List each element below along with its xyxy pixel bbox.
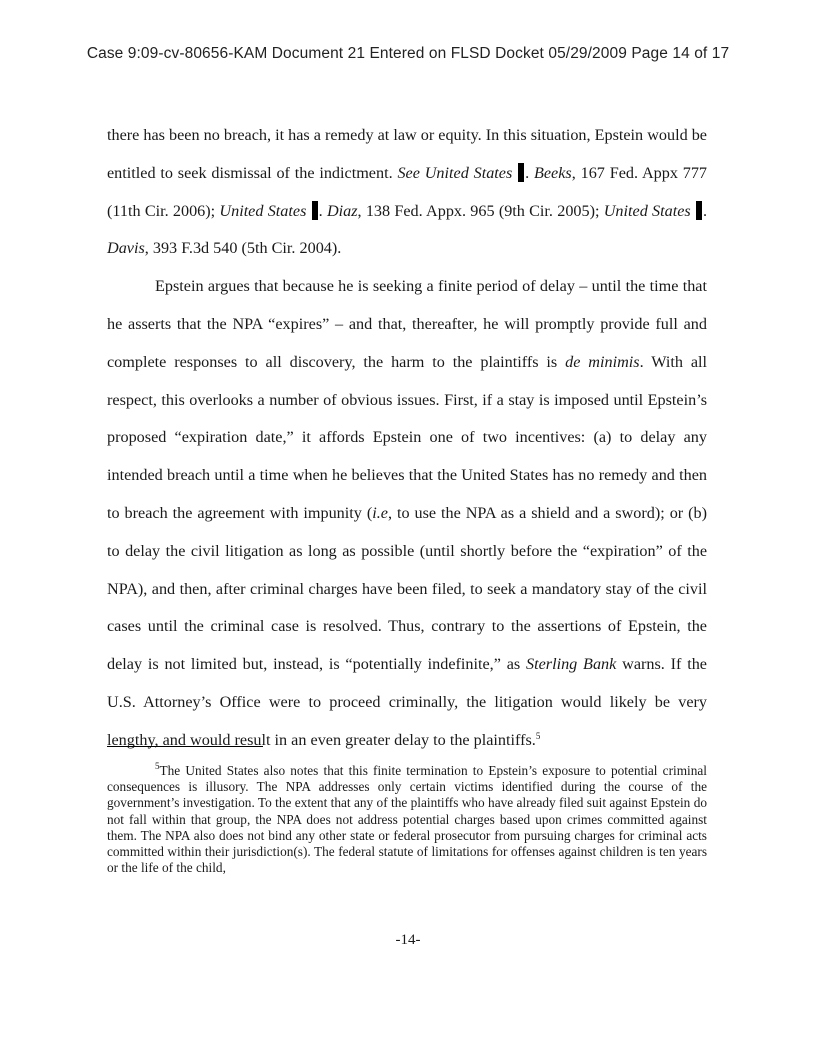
- paragraph-2: [107, 268, 707, 759]
- footnote-reference: 5: [535, 730, 541, 741]
- footnote-text: The United States also notes that this finite termination to Epstein’s exposure to potential criminal consequences is illusory. The NPA addresses only certain victims identified during the course of the government’s investigation. To the extent that any of the plaintiffs who have already filed suit against Epstein do not fall within that group, the NPA does not address potential charges based upon crimes committed against them. The NPA also does not bind any other state or federal prosecutor from pursuing charges for criminal acts committed within their jurisdiction(s). The federal statute of limitations for offenses against children is ten years or the life of the child,: [107, 763, 707, 876]
- para2-text-1: Epstein argues that because he is seeking a finite period of delay – until the time that he asserts that the NPA “expires” – and that, thereafter, he will promptly provide full and complete responses to all discovery, the harm to the plaintiffs is: [107, 277, 707, 371]
- footnote: [107, 763, 707, 876]
- citation-davis: Davis: [107, 239, 145, 258]
- citation-us-2: United States: [219, 201, 307, 220]
- term-ie: i.e: [372, 503, 388, 522]
- para2-text-3: , to use the NPA as a shield and a sword); or (b) to delay the civil litigation as long as possible (until shortly before the “expiration” of the NPA), and then, after criminal charges have been filed, to seek a mandatory stay of the civil cases until the criminal case is resolved. Thus, contrary to the assertions of Epstein, the delay is not limited but, instead, is “potentially indefinite,” as: [107, 503, 707, 674]
- page-number: -14-: [395, 932, 421, 948]
- citation-sterling-bank: Sterling Bank: [526, 655, 617, 674]
- para1-text-2: , 167 Fed. Appx 777 (11th Cir. 2006);: [107, 163, 708, 220]
- footnote-number: 5: [155, 761, 160, 771]
- para2-text-4: warns. If the U.S. Attorney’s Office were to proceed criminally, the litigation would likely be very lengthy, and would result in an even greater delay to the plaintiffs.: [107, 655, 707, 749]
- body-text: [107, 117, 707, 760]
- citation-beeks: Beeks: [533, 163, 572, 182]
- case-header: Case 9:09-cv-80656-KAM Document 21 Entered on FLSD Docket 05/29/2009 Page 14 of 17: [86, 45, 730, 62]
- redaction-mark: [518, 163, 524, 182]
- para1-text-3: , 138 Fed. Appx. 965 (9th Cir. 2005);: [357, 201, 604, 220]
- term-de-minimis: de minimis: [565, 352, 640, 371]
- para2-text-2: . With all respect, this overlooks a number of obvious issues. First, if a stay is imposed until Epstein’s proposed “expiration date,” it affords Epstein one of two incentives: (a) to delay any intended breach until a time when he believes that the United States has no remedy and then to breach the agreement with impunity (: [107, 352, 707, 522]
- paragraph-1: there has been no breach, it has a remedy at law or equity. In this situation, Epstein would be entitled to seek dismissal of the indictment. See United States . Beeks, 167 Fed. Appx 777 (11th Cir. 2006); United States . Diaz, 138 Fed. Appx. 965 (9th Cir. 2005); United States . Davis, 393 F.3d 540 (5th Cir. 2004).: [107, 126, 708, 258]
- redaction-mark: [312, 201, 318, 220]
- citation-us-3: United States: [603, 201, 691, 220]
- para1-text-4: , 393 F.3d 540 (5th Cir. 2004).: [144, 239, 342, 258]
- para1-text-1: there has been no breach, it has a remedy at law or equity. In this situation, Epstein would be entitled to seek dismissal of the indictment.: [107, 126, 707, 182]
- citation-see-us: See United States: [397, 163, 513, 182]
- citation-diaz: Diaz: [326, 201, 358, 220]
- redaction-mark: [696, 201, 702, 220]
- footnote-divider: [107, 746, 263, 747]
